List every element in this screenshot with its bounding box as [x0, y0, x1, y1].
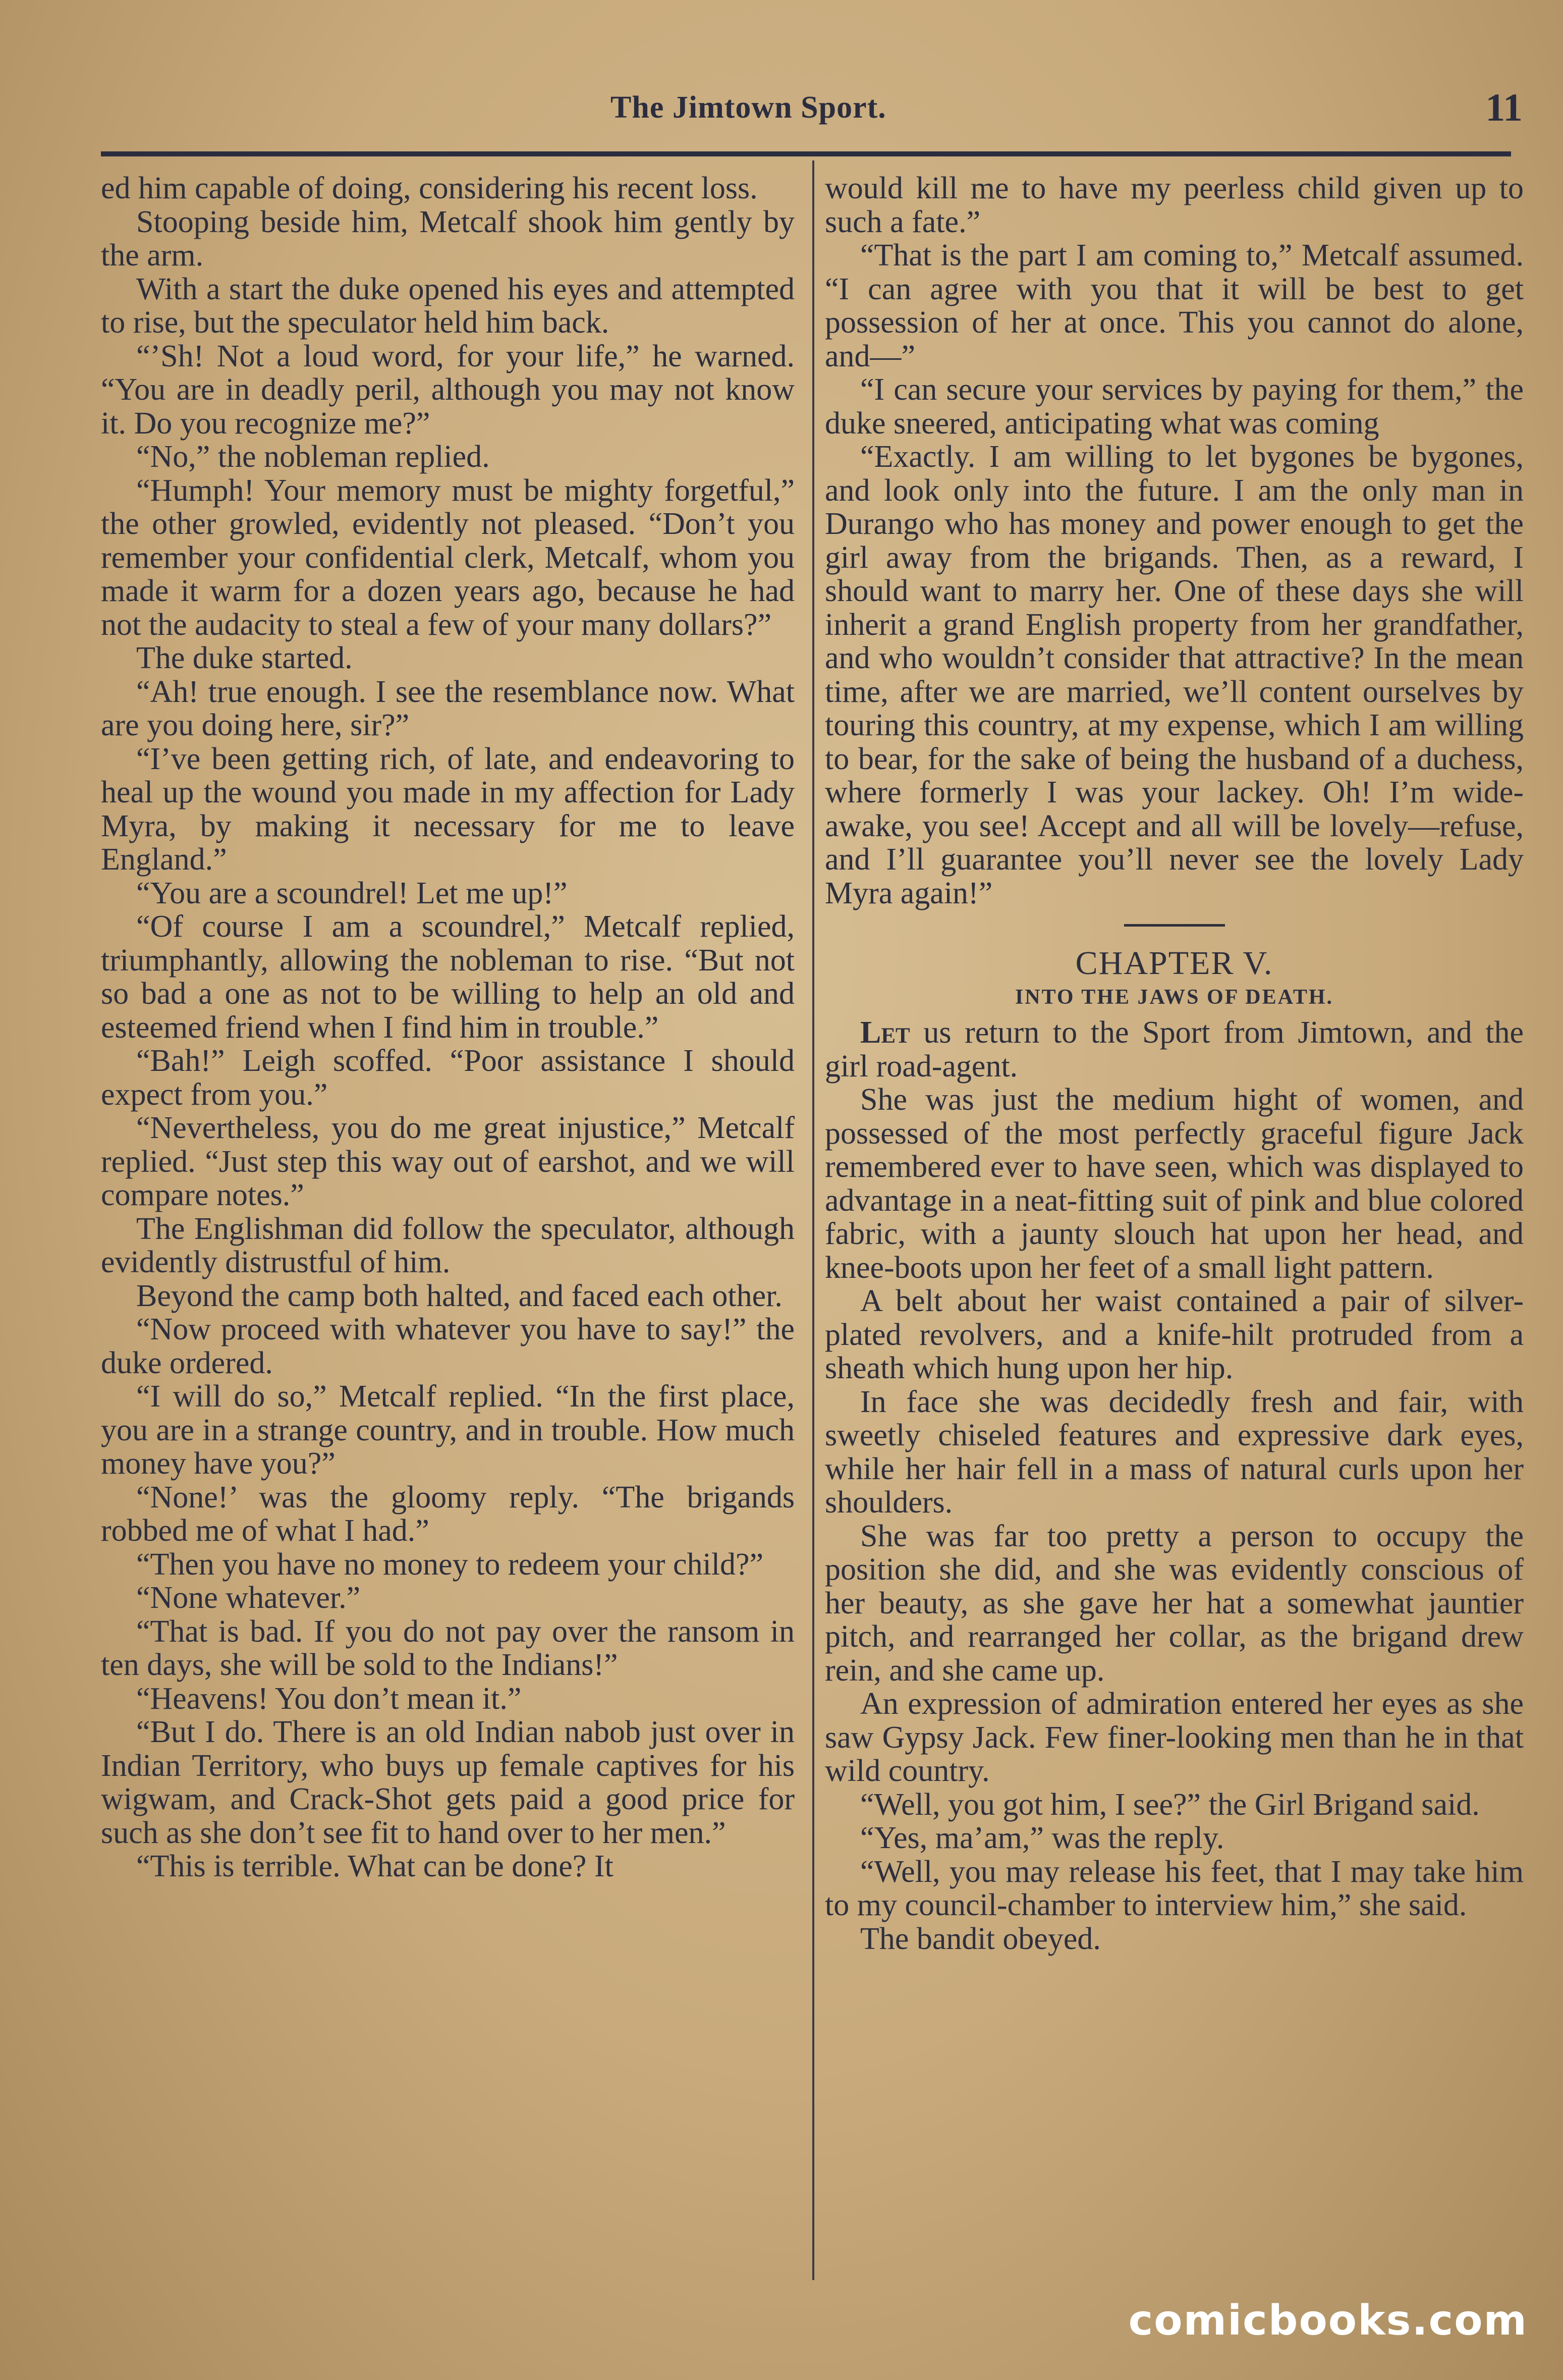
paragraph: “Yes, ma’am,” was the reply. [860, 1821, 1224, 1855]
paragraph: “Ah! true enough. I see the resemblance now. What are you doing here, sir?” [101, 674, 795, 742]
paragraph: The bandit obeyed. [860, 1921, 1101, 1956]
lead-word: Let [860, 1015, 910, 1050]
paragraph: Beyond the camp both halted, and faced each other. [136, 1278, 783, 1313]
paragraph: “Well, you may release his feet, that I may take him to my council-chamber to interview him,” she said. [825, 1854, 1524, 1922]
paragraph: “You are a scoundrel! Let me up!” [136, 876, 568, 910]
paragraph: Stooping beside him, Metcalf shook him gently by the arm. [101, 204, 795, 273]
paragraph: “’Sh! Not a loud word, for your life,” he warned. “You are in deadly peril, although you may not know it. Do you recognize me?” [101, 339, 795, 441]
paragraph: “I will do so,” Metcalf replied. “In the first place, you are in a strange country, and in trouble. How much money have you?” [101, 1379, 795, 1481]
paragraph: In face she was decidedly fresh and fair, with sweetly chiseled features and expressive dark eyes, while her hair fell in a mass of natural curls upon her shoulders. [825, 1384, 1524, 1520]
paragraph: “I’ve been getting rich, of late, and endeavoring to heal up the wound you made in my affection for Lady Myra, by making it necessary for me to leave England.” [101, 741, 795, 877]
paragraph: She was far too pretty a person to occupy the position she did, and she was evidently conscious of her beauty, as she gave her hat a somewhat jauntier pitch, and rearranged her collar, as the brigand drew rein, and she came up. [825, 1519, 1524, 1688]
header-rule [101, 151, 1511, 156]
running-title: The Jimtown Sport. [610, 90, 886, 125]
paragraph: “None whatever.” [136, 1581, 361, 1615]
paragraph: “But I do. There is an old Indian nabob just over in Indian Territory, who buys up female captives for his wigwam, and Crack-Shot gets paid a good price for such as she don’t see fit to hand over to her men.” [101, 1715, 795, 1850]
paragraph: “Of course I am a scoundrel,” Metcalf replied, triumphantly, allowing the nobleman to rise. “But not so bad a one as not to be willing to help an old and esteemed friend when I find him in trouble.” [101, 909, 795, 1045]
paragraph: “That is the part I am coming to,” Metcalf assumed. “I can agree with you that it will be best to get possession of her at once. This you cannot do alone, and—” [825, 238, 1524, 373]
paragraph: “Then you have no money to redeem your child?” [136, 1547, 763, 1582]
paragraph-text: us return to the Sport from Jimtown, and the girl road-agent. [825, 1015, 1524, 1084]
paragraph: A belt about her waist contained a pair of silver-plated revolvers, and a knife-hilt protruded from a sheath which hung upon her hip. [825, 1284, 1524, 1385]
paragraph: “No,” the nobleman replied. [136, 440, 490, 474]
section-rule [1124, 924, 1225, 927]
paragraph: The Englishman did follow the speculator, although evidently distrustful of him. [101, 1211, 795, 1279]
right-column [825, 172, 1524, 2281]
paragraph: “Well, you got him, I see?” the Girl Brigand said. [860, 1787, 1480, 1822]
paragraph: ed him capable of doing, considering his recent loss. [101, 172, 758, 205]
chapter-first-paragraph [825, 1016, 1524, 1083]
paragraph: With a start the duke opened his eyes and attempted to rise, but the speculator held him back. [101, 272, 795, 340]
column-divider [812, 160, 814, 2280]
paragraph: would kill me to have my peerless child given up to such a fate.” [825, 172, 1524, 239]
paragraph: “Exactly. I am willing to let bygones be bygones, and look only into the future. I am the only man in Durango who has money and power enough to get the girl away from the brigands. Then, as a reward, I should want to marry her. One of these days she will inherit a grand English property from her grandfather, and who wouldn’t consider that attractive? In the mean time, after we are married, we’ll content ourselves by touring this country, at my expense, which I am willing to bear, for the sake of being the husband of a duchess, where formerly I was your lackey. Oh! I’m wide-awake, you see! Accept and all will be lovely—refuse, and I’ll guarantee you’ll never see the lovely Lady Myra again!” [825, 440, 1524, 910]
paragraph: “Now proceed with whatever you have to say!” the duke ordered. [101, 1312, 795, 1380]
paragraph: “Bah!” Leigh scoffed. “Poor assistance I should expect from you.” [101, 1044, 795, 1112]
chapter-heading: CHAPTER V. [1075, 945, 1273, 982]
paragraph: “Heavens! You don’t mean it.” [136, 1681, 522, 1716]
watermark: comicbooks.com [1128, 2297, 1528, 2345]
paragraph: “I can secure your services by paying for them,” the duke sneered, anticipating what was coming [825, 372, 1524, 441]
paragraph: She was just the medium hight of women, and possessed of the most perfectly graceful figure Jack remembered ever to have seen, which was displayed to advantage in a neat-fitting suit of pink and blue colored fabric, with a jaunty slouch hat upon her head, and knee-boots upon her feet of a small light pattern. [825, 1083, 1524, 1285]
paragraph: An expression of admiration entered her eyes as she saw Gypsy Jack. Few finer-looking men than he in that wild country. [825, 1687, 1524, 1788]
paragraph: The duke started. [136, 641, 353, 675]
paragraph: “That is bad. If you do not pay over the ransom in ten days, she will be sold to the Indians!” [101, 1614, 795, 1682]
left-column [101, 172, 795, 2281]
paragraph: “Humph! Your memory must be mighty forgetful,” the other growled, evidently not pleased. “Don’t you remember your confidential clerk, Metcalf, whom you made it warm for a dozen years ago, because he had not the audacity to steal a few of your many dollars?” [101, 473, 795, 642]
paragraph: “Nevertheless, you do me great injustice,” Metcalf replied. “Just step this way out of earshot, and we will compare notes.” [101, 1111, 795, 1212]
paragraph: “This is terrible. What can be done? It [136, 1849, 613, 1883]
page-number: 11 [1485, 85, 1523, 129]
chapter-title: INTO THE JAWS OF DEATH. [1015, 985, 1334, 1009]
paragraph: “None!’ was the gloomy reply. “The brigands robbed me of what I had.” [101, 1480, 795, 1548]
